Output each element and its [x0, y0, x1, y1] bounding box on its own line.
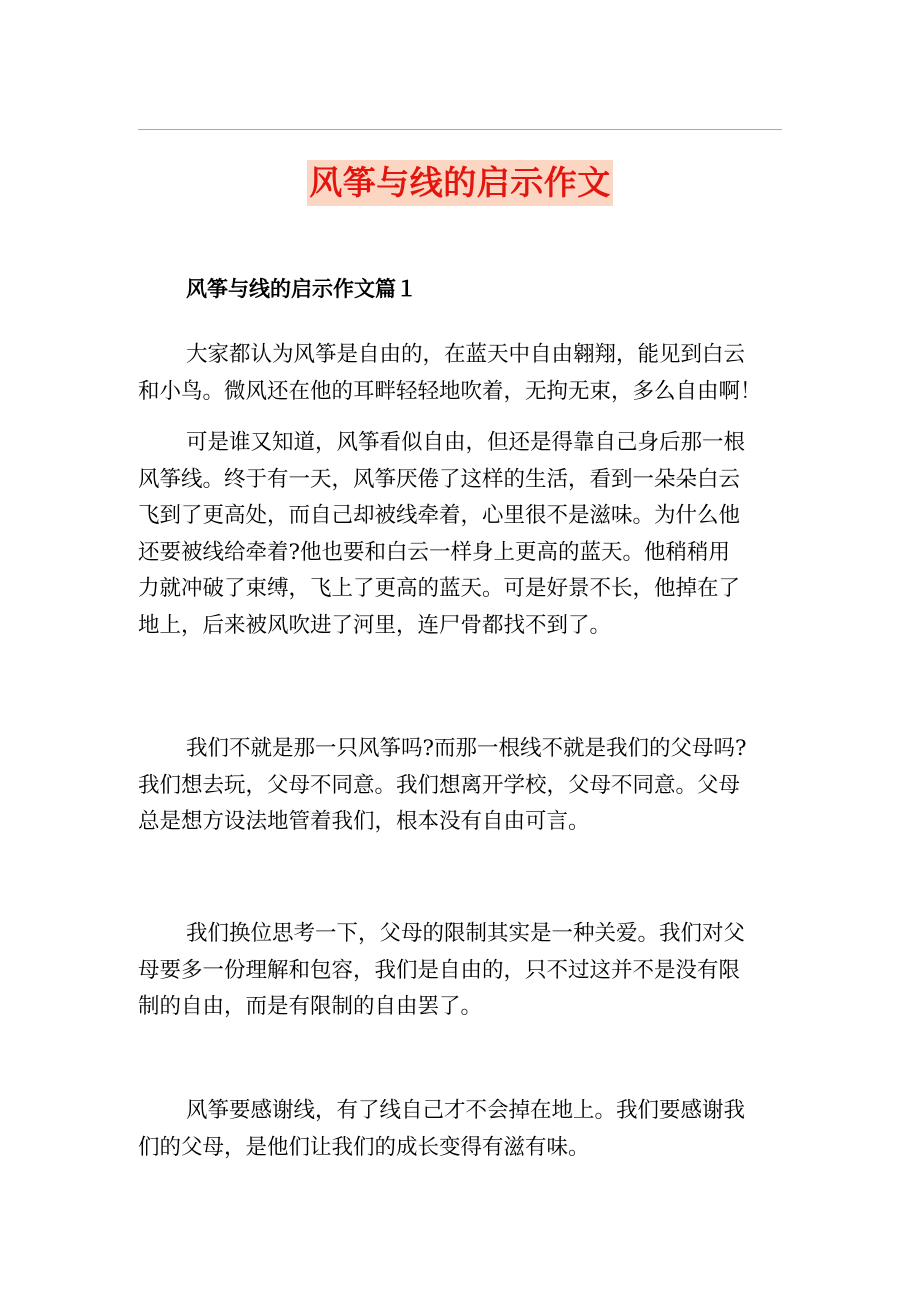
paragraph-line: 我们不就是那一只风筝吗?而那一根线不就是我们的父母吗?	[186, 736, 747, 761]
section-heading: 风筝与线的启示作文篇１	[186, 276, 417, 301]
paragraph-line: 还要被线给牵着?他也要和白云一样身上更高的蓝天。他稍稍用	[138, 539, 731, 565]
paragraph-line: 力就冲破了束缚，飞上了更高的蓝天。可是好景不长，他掉在了	[138, 576, 741, 601]
header-rule	[138, 129, 782, 130]
document-title: 风筝与线的启示作文	[307, 160, 613, 206]
paragraph-line: 们的父母，是他们让我们的成长变得有滋有味。	[138, 1134, 590, 1160]
title-container	[0, 160, 920, 206]
paragraph	[138, 1093, 784, 1166]
paragraph-line: 大家都认为风筝是自由的，在蓝天中自由翱翔，能见到白云	[186, 342, 746, 367]
paragraph-line: 风筝要感谢线，有了线自己才不会掉在地上。我们要感谢我	[186, 1098, 746, 1123]
essay-body	[138, 425, 784, 644]
paragraph-line: 风筝线。终于有一天，风筝厌倦了这样的生活，看到一朵朵白云	[138, 466, 741, 492]
paragraph-line: 飞到了更高处，而自己却被线牵着，心里很不是滋味。为什么他	[138, 503, 741, 528]
essay-body	[138, 1093, 784, 1166]
paragraph-line: 地上，后来被风吹进了河里，连尸骨都找不到了。	[138, 612, 612, 638]
paragraph-line: 制的自由，而是有限制的自由罢了。	[138, 994, 483, 1019]
paragraph	[138, 337, 784, 410]
paragraph	[138, 916, 784, 1026]
paragraph-line: 母要多一份理解和包容，我们是自由的，只不过这并不是没有限	[138, 957, 741, 983]
paragraph-line: 和小鸟。微风还在他的耳畔轻轻地吹着，无拘无束，多么自由啊！	[138, 378, 762, 404]
paragraph-line: 可是谁又知道，风筝看似自由，但还是得靠自己身后那一根	[186, 430, 746, 455]
paragraph	[138, 731, 784, 841]
essay-body	[138, 916, 784, 1026]
paragraph-line: 我们想去玩，父母不同意。我们想离开学校，父母不同意。父母	[138, 772, 741, 798]
essay-body	[138, 337, 784, 426]
paragraph-line: 总是想方设法地管着我们，根本没有自由可言。	[138, 809, 590, 834]
essay-body	[138, 731, 784, 841]
paragraph-line: 我们换位思考一下，父母的限制其实是一种关爱。我们对父	[186, 921, 746, 946]
paragraph	[138, 425, 784, 644]
